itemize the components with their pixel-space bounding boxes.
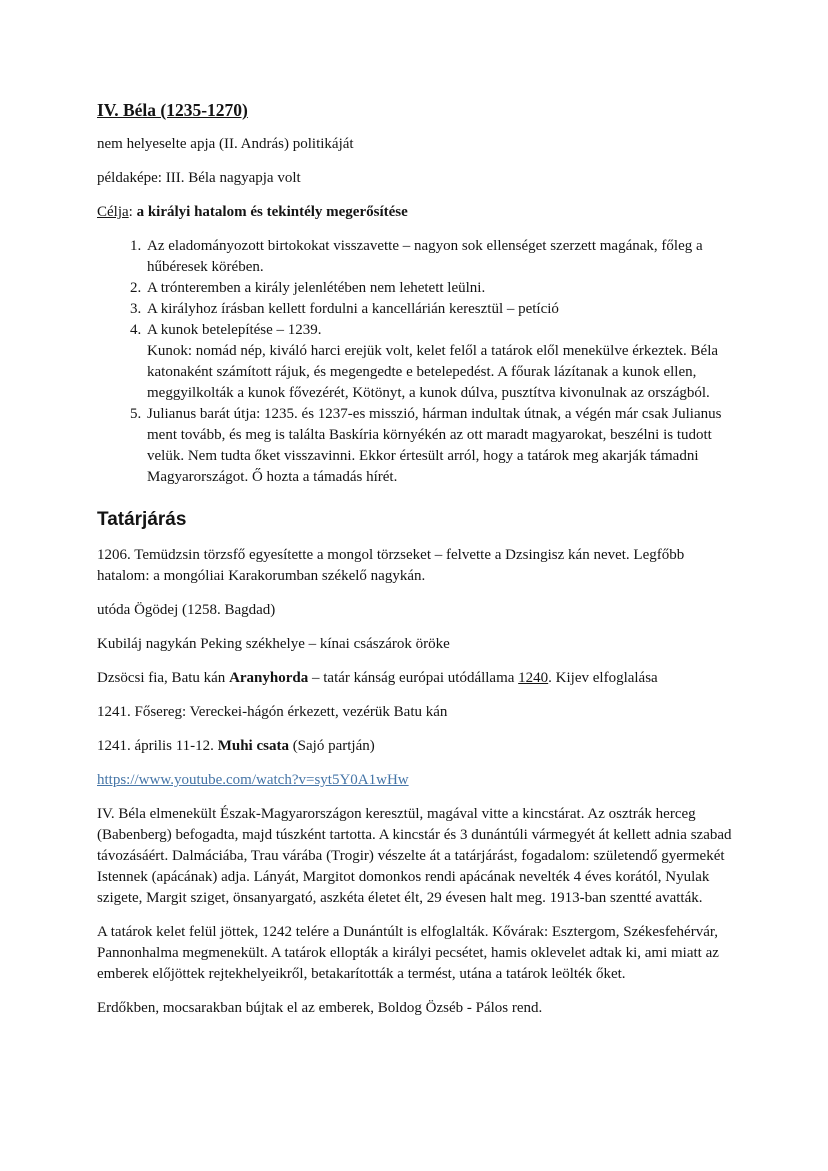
paragraph [97, 634, 735, 655]
list-item-line: Kunok: nomád nép, kiváló harci erejük volt, kelet felől a tatárok elől menekülve érkeztek. Béla katonaként számított rájuk, és megengedte e betelepedést. A főurak lázítanak a kunok ellen, meggyilkolták a kunok fővezérét, Kötönyt, a kunok dúlva, pusztítva kivonulnak az országból. [147, 343, 719, 401]
text-run: – tatár kánság európai utódállama [308, 670, 519, 686]
body-paragraphs [97, 545, 735, 1019]
text-run: 1241. április 11-12. [97, 738, 218, 754]
list-item [145, 278, 735, 299]
text-run: Aranyhorda [229, 670, 309, 686]
youtube-link[interactable]: https://www.youtube.com/watch?v=syt5Y0A1wHw [97, 772, 409, 788]
text-run: utóda Ögödej (1258. Bagdad) [97, 602, 276, 618]
paragraph [97, 736, 735, 757]
paragraph [97, 202, 735, 223]
list-item-line: 5. Julianus barát útja: 1235. és 1237-es misszió, hárman indultak útnak, a végén már csak Julianus ment tovább, és meg is találta Baskíria környékén az ott maradt magyarokat, beszélni is tudott velük. Nem tudta őket visszavinni. Ekkor értesült arról, hogy a tatárok meg akarják támadni Magyarországot. Ő hozta a támadás hírét. [147, 406, 722, 485]
list-item-line: 3. A királyhoz írásban kellett fordulni a kancellárián keresztül – petíció [147, 301, 559, 317]
intro-paragraphs [97, 134, 735, 223]
text-run: . Kijev elfoglalása [548, 670, 658, 686]
text-run: nem helyeselte apja (II. András) politikáját [97, 136, 354, 152]
paragraph [97, 702, 735, 723]
text-run: : [128, 204, 137, 220]
paragraph [97, 545, 735, 587]
section-heading: Tatárjárás [97, 509, 187, 530]
text-run: Kubiláj nagykán Peking székhelye – kínai császárok öröke [97, 636, 450, 652]
list-item [145, 404, 735, 488]
text-run: 1206. Temüdzsin törzsfő egyesítette a mongol törzseket – felvette a Dzsingisz kán nevet. Legfőbb hatalom: a mongóliai Karakorumban székelő nagykán. [97, 547, 685, 584]
numbered-list [97, 236, 735, 488]
text-run: Dzsöcsi fia, Batu kán [97, 670, 230, 686]
text-run: Erdőkben, mocsarakban bújtak el az emberek, Boldog Özséb - Pálos rend. [97, 1000, 543, 1016]
paragraph [97, 922, 735, 985]
text-run: a királyi hatalom és tekintély megerősítése [136, 204, 408, 220]
paragraph [97, 600, 735, 621]
text-run: 1241. Fősereg: Vereckei-hágón érkezett, vezérük Batu kán [97, 704, 448, 720]
list-item [145, 299, 735, 320]
list-item-line: 2. A trónteremben a király jelenlétében nem lehetett leülni. [147, 280, 486, 296]
text-run: (Sajó partján) [288, 738, 375, 754]
list-item-line: 4. A kunok betelepítése – 1239. [147, 322, 322, 338]
list-item [145, 320, 735, 404]
paragraph [97, 770, 735, 791]
document-title: IV. Béla (1235-1270) [97, 100, 248, 120]
paragraph [97, 998, 735, 1019]
text-run: Célja [97, 204, 129, 220]
text-run: IV. Béla elmenekült Észak-Magyarországon keresztül, magával vitte a kincstárat. Az osztrák herceg (Babenberg) befogadta, majd túszként tartotta. A kincstár és 3 dunántúli vármegyét át kellett adnia szabad távozásáért. Dalmáciába, Trau várába (Trogir) vészelte át a tatárjárást, fogadalom: születendő gyermekét Istennek (apácának) adja. Lányát, Margitot domonkos rendi apácának nevelték 4 éves korától, Nyulak szigete, Margit sziget, önsanyargató, aszkéta életet élt, 29 évesen halt meg. 1913-ban szentté avatták. [97, 806, 732, 906]
paragraph [97, 168, 735, 189]
list-item-line: 1. Az eladományozott birtokokat visszavette – nagyon sok ellenséget szerzett magának, főleg a hűbéresek körében. [147, 238, 703, 275]
text-run: példaképe: III. Béla nagyapja volt [97, 170, 301, 186]
text-run: 1240 [518, 670, 549, 686]
paragraph [97, 668, 735, 689]
paragraph [97, 134, 735, 155]
paragraph [97, 804, 735, 909]
text-run: Muhi csata [217, 738, 289, 754]
list-item [145, 236, 735, 278]
text-run: A tatárok kelet felül jöttek, 1242 telére a Dunántúlt is elfoglalták. Kővárak: Esztergom, Székesfehérvár, Pannonhalma megmenekült. A tatárok ellopták a királyi pecsétet, hamis oklevelet adtak ki, ami miatt az emberek előjöttek rejtekhelyeikről, betakarították a termést, utána a tatárok leölték őket. [97, 924, 719, 982]
